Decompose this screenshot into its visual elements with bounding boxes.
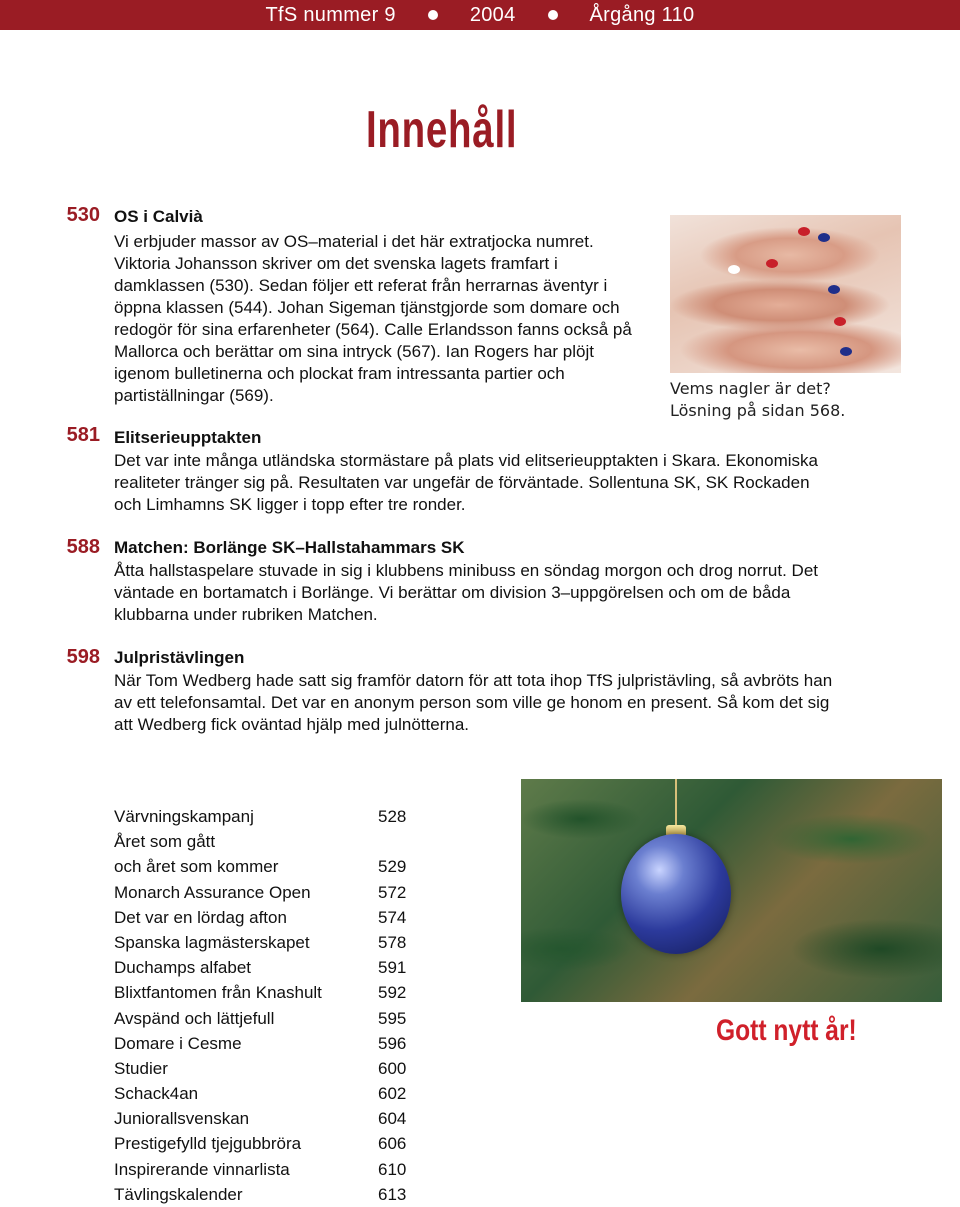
photo-caption — [670, 378, 845, 422]
toc-list-item — [114, 1157, 414, 1182]
ornament-ball — [621, 834, 731, 954]
caption-line: Lösning på sidan 568. — [670, 401, 846, 420]
toc-item-title: Inspirerande vinnarlista — [114, 1159, 290, 1179]
toc-item-page: 578 — [378, 932, 407, 952]
page-title: Innehåll — [366, 101, 518, 159]
ornament-string — [675, 779, 677, 827]
toc-item-title: Året som gått — [114, 832, 216, 852]
nail-shape — [834, 317, 846, 326]
greeting-text: Gott nytt år! — [716, 1014, 857, 1047]
nail-shape — [818, 233, 830, 242]
toc-item-title: Domare i Cesme — [114, 1033, 242, 1053]
toc-list-item — [114, 829, 414, 854]
toc-list-item — [114, 1056, 414, 1081]
toc-list-item — [114, 1031, 414, 1056]
caption-line: Vems nagler är det? — [670, 379, 831, 398]
toc-list-item — [114, 905, 414, 930]
toc-item-title: Avspänd och lättjefull — [114, 1008, 275, 1028]
entry-page-number: 598 — [66, 646, 100, 668]
toc-item-title: Tävlingskalender — [114, 1184, 243, 1204]
entry-body: Åtta hallstaspelare stuvade in sig i klubbens minibuss en söndag morgon och drog norrut. Det väntade en bortamatch i Borlänge. Vi berättar om division 3–uppgörelsen och om de båda klubbarna under rubriken Matchen. — [114, 561, 819, 624]
toc-item-title: Monarch Assurance Open — [114, 882, 311, 902]
toc-item-page: 613 — [378, 1184, 407, 1204]
toc-item-title: och året som kommer — [114, 857, 279, 877]
toc-list-item — [114, 804, 414, 829]
entry-body: Det var inte många utländska stormästare på plats vid elitserieupptakten i Skara. Ekonomiska realiteter tränger sig på. Resultaten var ungefär de förväntade. Sollentuna SK, SK Rockaden och Limhamns SK ligger i topp efter tre ronder. — [114, 451, 818, 514]
issue-label: TfS nummer 9 — [265, 3, 396, 26]
entry-title: Matchen: Borlänge SK–Hallstahammars SK — [114, 538, 465, 557]
entry-body: När Tom Wedberg hade satt sig framför datorn för att tota ihop TfS julpristävling, så avbröts han av ett telefonsamtal. Det var en anonym person som ville ge honom en present. Så kom det sig att Wedberg fick oväntad hjälp med julnötterna. — [114, 671, 833, 734]
nail-shape — [798, 227, 810, 236]
header-bar — [0, 0, 960, 30]
toc-item-page: 610 — [378, 1159, 407, 1179]
toc-item-page: 596 — [378, 1033, 407, 1053]
nail-shape — [828, 285, 840, 294]
christmas-ornament-photo — [521, 779, 942, 1002]
entry-body: Vi erbjuder massor av OS–material i det här extratjocka numret. Viktoria Johansson skriver om det svenska lagets framfart i damklassen (530). Sedan följer ett referat från herrarnas äventyr i öppna klassen (544). Johan Sigeman tjänstgjorde som domare och redogör för sina erfarenheter (564). Calle Erlandsson fanns också på Mallorca och berättar om sina intryck (567). Ian Rogers har plöjt igenom bulletinerna och plockat fram intressanta partier och partiställningar (569). — [114, 232, 632, 405]
entry-title: Julpristävlingen — [114, 648, 245, 667]
toc-item-title: Studier — [114, 1058, 168, 1078]
entry-title: Elitserieupptakten — [114, 428, 262, 447]
toc-item-page: 604 — [378, 1109, 407, 1129]
toc-item-page: 591 — [378, 958, 407, 978]
toc-item-title: Spanska lagmästerskapet — [114, 932, 310, 952]
toc-item-title: Värvningskampanj — [114, 807, 254, 826]
nail-shape — [840, 347, 852, 356]
toc-list-item — [114, 1006, 414, 1031]
volume-label: Årgång 110 — [589, 3, 695, 26]
bullet-icon — [428, 10, 438, 20]
hands-photo — [670, 215, 901, 373]
toc-item-page: 572 — [378, 882, 407, 902]
toc-item-title: Prestigefylld tjejgubbröra — [114, 1134, 302, 1154]
toc-item-title: Blixtfantomen från Knashult — [114, 983, 322, 1003]
toc-item-page: 602 — [378, 1084, 407, 1104]
bullet-icon — [548, 10, 558, 20]
toc-list-item — [114, 1081, 414, 1106]
entry-page-number: 581 — [66, 424, 100, 446]
toc-list-item — [114, 980, 414, 1005]
nail-shape — [728, 265, 740, 274]
entry-page-number: 530 — [66, 204, 100, 226]
toc-item-page: 600 — [378, 1058, 407, 1078]
toc-item-page: 574 — [378, 907, 407, 927]
toc-item-page: 595 — [378, 1008, 407, 1028]
year-label: 2004 — [469, 3, 516, 26]
toc-item-page: 529 — [378, 857, 407, 877]
toc-item-title: Duchamps alfabet — [114, 958, 252, 978]
toc-list-item — [114, 854, 414, 879]
entry-page-number: 588 — [66, 536, 100, 558]
entry-title: OS i Calvià — [114, 207, 203, 226]
toc-item-page: 592 — [378, 983, 407, 1003]
toc-item-page: 528 — [378, 807, 407, 826]
toc-item-title: Det var en lördag afton — [114, 907, 287, 927]
toc-list-item — [114, 880, 414, 905]
toc-list-item — [114, 955, 414, 980]
toc-list-item — [114, 1131, 414, 1156]
toc-item-title: Schack4an — [114, 1084, 199, 1104]
toc-list-item — [114, 1106, 414, 1131]
toc-item-title: Juniorallsvenskan — [114, 1109, 250, 1129]
toc-item-page: 606 — [378, 1134, 407, 1154]
nail-shape — [766, 259, 778, 268]
toc-list-item — [114, 930, 414, 955]
toc-list-item — [114, 1182, 414, 1207]
toc-list — [114, 804, 414, 1207]
